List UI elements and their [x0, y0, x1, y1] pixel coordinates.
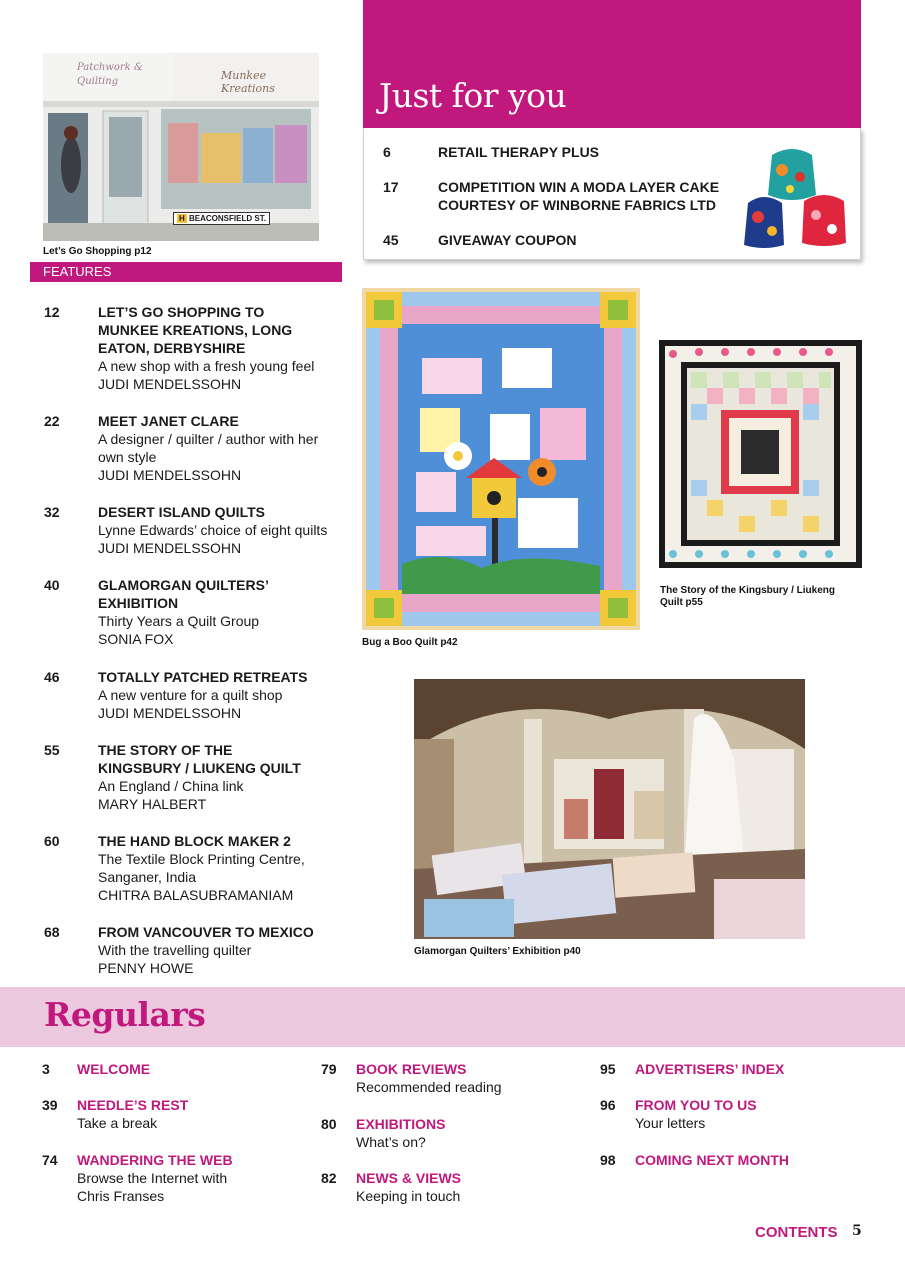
feature-title[interactable]: THE HAND BLOCK MAKER 2: [98, 833, 291, 849]
feature-author: JUDI MENDELSSOHN: [98, 467, 242, 483]
feature-page-number: 22: [44, 413, 60, 429]
feature-page-number: 12: [44, 304, 60, 320]
regular-title[interactable]: FROM YOU TO US: [635, 1097, 757, 1113]
feature-page-number: 55: [44, 742, 60, 758]
just-for-you-item-title[interactable]: RETAIL THERAPY PLUS: [438, 144, 600, 160]
regular-item: [321, 1060, 571, 1100]
regular-title[interactable]: EXHIBITIONS: [356, 1116, 446, 1132]
just-for-you-page-number: 17: [383, 179, 399, 195]
regulars-title: Regulars: [44, 995, 206, 1034]
feature-description: Lynne Edwards’ choice of eight quilts: [98, 522, 328, 538]
feature-title[interactable]: TOTALLY PATCHED RETREATS: [98, 669, 308, 685]
feature-author: PENNY HOWE: [98, 960, 194, 976]
feature-author: SONIA FOX: [98, 631, 174, 647]
regular-page-number: 3: [42, 1061, 50, 1077]
regular-description: Your letters: [635, 1115, 706, 1131]
shop-sign-right: Munkee Kreations: [221, 69, 275, 95]
feature-item: [44, 503, 344, 559]
feature-title[interactable]: GLAMORGAN QUILTERS’ EXHIBITION: [98, 577, 269, 611]
regular-page-number: 80: [321, 1116, 337, 1132]
regular-title[interactable]: COMING NEXT MONTH: [635, 1152, 789, 1168]
bug-a-boo-quilt-photo: [362, 288, 640, 630]
feature-item: [44, 303, 344, 393]
feature-item: [44, 832, 344, 906]
feature-description: An England / China link: [98, 778, 244, 794]
feature-title[interactable]: THE STORY OF THE KINGSBURY / LIUKENG QUILT: [98, 742, 301, 776]
footer-contents-label: CONTENTS: [755, 1224, 838, 1241]
feature-author: JUDI MENDELSSOHN: [98, 705, 242, 721]
feature-author: JUDI MENDELSSOHN: [98, 376, 242, 392]
feature-item: [44, 923, 344, 979]
shop-photo-caption: Let’s Go Shopping p12: [43, 246, 152, 257]
kingsbury-quilt-illustration: [659, 340, 862, 568]
footer-page-number: 5: [852, 1223, 862, 1239]
feature-description: A new shop with a fresh young feel: [98, 358, 315, 374]
feature-item: [44, 741, 344, 815]
regular-page-number: 96: [600, 1097, 616, 1113]
glamorgan-exhibition-illustration: [414, 679, 805, 939]
feature-item: [44, 668, 344, 724]
regular-item: [321, 1169, 571, 1209]
street-sign: [173, 212, 270, 225]
regular-title[interactable]: WELCOME: [77, 1061, 151, 1077]
just-for-you-page-number: 45: [383, 232, 399, 248]
feature-description: A new venture for a quilt shop: [98, 687, 283, 703]
feature-description: With the travelling quilter: [98, 942, 252, 958]
regular-page-number: 79: [321, 1061, 337, 1077]
shop-sign-left: Patchwork & Quilting: [77, 62, 143, 87]
just-for-you-page-number: 6: [383, 144, 391, 160]
just-for-you-title: Just for you: [379, 76, 567, 115]
feature-title[interactable]: MEET JANET CLARE: [98, 413, 239, 429]
regular-title[interactable]: NEWS & VIEWS: [356, 1170, 462, 1186]
feature-title[interactable]: LET’S GO SHOPPING TO MUNKEE KREATIONS, LONG EATON, DERBYSHIRE: [98, 304, 293, 356]
kingsbury-quilt-caption: The Story of the Kingsbury / Liukeng Quilt p55: [660, 585, 836, 608]
feature-page-number: 68: [44, 924, 60, 940]
feature-page-number: 32: [44, 504, 60, 520]
features-label: FEATURES: [30, 262, 342, 282]
just-for-you-item-title[interactable]: GIVEAWAY COUPON: [438, 232, 577, 248]
feature-description: A designer / quilter / author with her own style: [98, 431, 319, 465]
shop-photo: [43, 53, 319, 241]
feature-author: MARY HALBERT: [98, 796, 207, 812]
regular-item: [321, 1115, 571, 1155]
fabric-bags-image: [740, 145, 850, 250]
regular-page-number: 74: [42, 1152, 58, 1168]
regular-description: What’s on?: [356, 1134, 426, 1150]
regular-page-number: 82: [321, 1170, 337, 1186]
regular-title[interactable]: WANDERING THE WEB: [77, 1152, 233, 1168]
just-for-you-item: [383, 143, 783, 163]
regular-title[interactable]: NEEDLE’S REST: [77, 1097, 189, 1113]
bug-a-boo-quilt-illustration: [362, 288, 640, 630]
glamorgan-exhibition-caption: Glamorgan Quilters’ Exhibition p40: [414, 946, 581, 957]
feature-page-number: 40: [44, 577, 60, 593]
feature-description: Thirty Years a Quilt Group: [98, 613, 260, 629]
regular-item: [600, 1096, 850, 1136]
just-for-you-item: [383, 178, 783, 218]
feature-item: [44, 412, 344, 487]
feature-item: [44, 576, 344, 650]
feature-title[interactable]: DESERT ISLAND QUILTS: [98, 504, 265, 520]
just-for-you-item-title[interactable]: COMPETITION WIN A MODA LAYER CAKE COURTESY OF WINBORNE FABRICS LTD: [438, 179, 720, 213]
regular-page-number: 39: [42, 1097, 58, 1113]
feature-description: The Textile Block Printing Centre, Sanganer, India: [98, 851, 305, 885]
just-for-you-header: [363, 0, 861, 128]
regular-description: Recommended reading: [356, 1079, 502, 1095]
regular-item: [42, 1151, 292, 1209]
regular-page-number: 95: [600, 1061, 616, 1077]
kingsbury-quilt-photo: [659, 340, 862, 568]
regular-description: Keeping in touch: [356, 1188, 461, 1204]
just-for-you-item: [383, 231, 783, 251]
street-sign-name: BEACONSFIELD ST.: [189, 214, 266, 223]
street-sign-letter: H: [179, 214, 185, 223]
regular-item: [600, 1151, 850, 1171]
regular-item: [42, 1096, 292, 1136]
regular-item: [42, 1060, 292, 1080]
regular-page-number: 98: [600, 1152, 616, 1168]
feature-page-number: 46: [44, 669, 60, 685]
feature-title[interactable]: FROM VANCOUVER TO MEXICO: [98, 924, 314, 940]
regular-title[interactable]: ADVERTISERS’ INDEX: [635, 1061, 785, 1077]
feature-page-number: 60: [44, 833, 60, 849]
glamorgan-exhibition-photo: [414, 679, 805, 939]
regular-title[interactable]: BOOK REVIEWS: [356, 1061, 467, 1077]
feature-author: JUDI MENDELSSOHN: [98, 540, 242, 556]
regular-item: [600, 1060, 850, 1080]
regular-description: Browse the Internet with Chris Franses: [77, 1170, 228, 1204]
regular-description: Take a break: [77, 1115, 158, 1131]
feature-author: CHITRA BALASUBRAMANIAM: [98, 887, 294, 903]
bug-a-boo-quilt-caption: Bug a Boo Quilt p42: [362, 637, 458, 648]
